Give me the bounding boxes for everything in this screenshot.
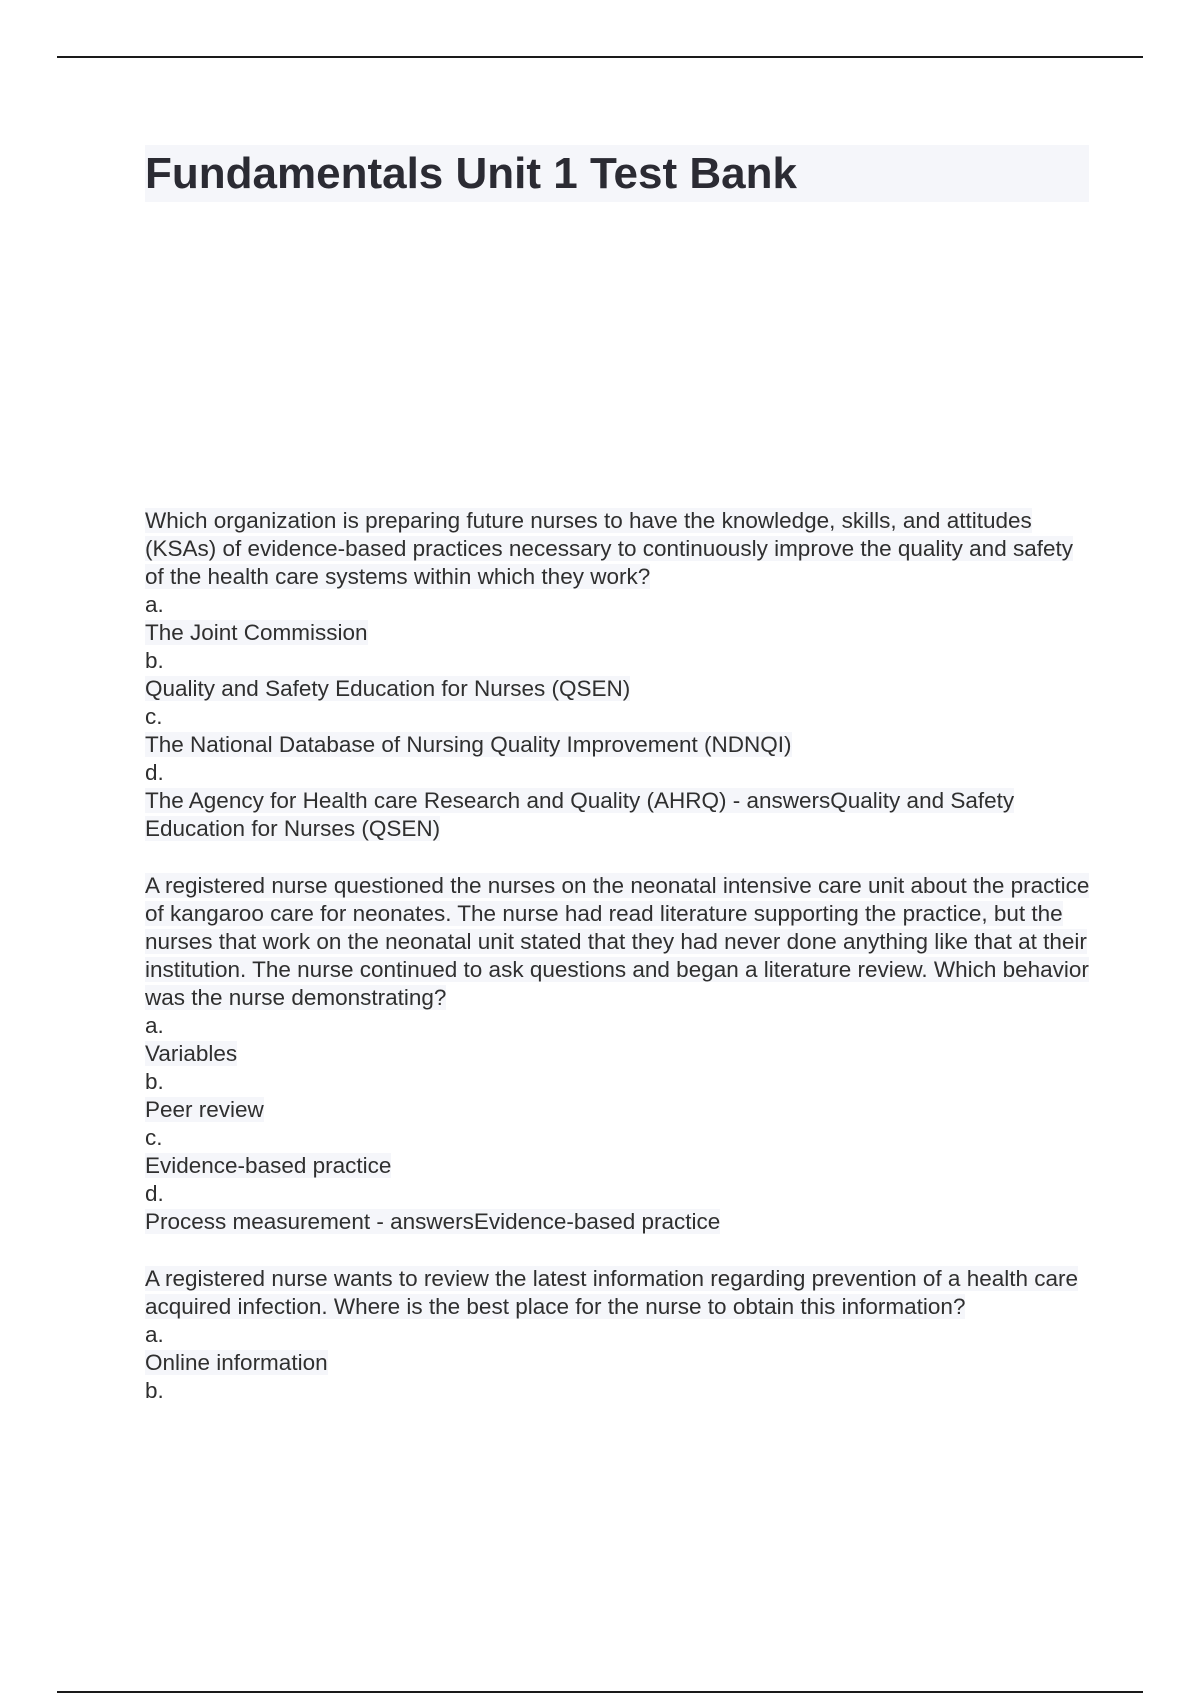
option-text	[145, 1040, 1090, 1068]
option-text	[145, 731, 1090, 759]
option-text-c: The National Database of Nursing Quality Improvement (NDNQI)	[145, 732, 792, 757]
option-text-a: Online information	[145, 1350, 328, 1375]
option-text	[145, 1349, 1090, 1377]
title-block	[145, 145, 1089, 202]
question-list	[145, 507, 1090, 1434]
option-letter	[145, 759, 1090, 787]
option-letter	[145, 647, 1090, 675]
question-text-content: A registered nurse questioned the nurses on the neonatal intensive care unit about the practice of kangaroo care for neonates. The nurse had read literature supporting the practice, but the nurses that work on the neonatal unit stated that they had never done anything like that at their institution. The nurse continued to ask questions and began a literature review. Which behavior was the nurse demonstrating?	[145, 873, 1090, 1010]
option-text	[145, 1152, 1090, 1180]
option-letter-a: a.	[145, 1322, 164, 1347]
option-text-d: The Agency for Health care Research and Quality (AHRQ) - answersQuality and Safety Education for Nurses (QSEN)	[145, 788, 1015, 841]
option-text	[145, 1096, 1090, 1124]
option-letter	[145, 703, 1090, 731]
question-item-3	[145, 1265, 1090, 1405]
option-letter-a: a.	[145, 592, 164, 617]
question-text-content: Which organization is preparing future nurses to have the knowledge, skills, and attitudes (KSAs) of evidence-based practices necessary to continuously improve the quality and safety of the health care systems within which they work?	[145, 508, 1073, 589]
question-text-content: A registered nurse wants to review the latest information regarding prevention of a health care acquired infection. Where is the best place for the nurse to obtain this information?	[145, 1266, 1079, 1319]
option-text-b: Peer review	[145, 1097, 264, 1122]
top-rule	[57, 56, 1143, 58]
option-letter	[145, 1377, 1090, 1405]
option-letter	[145, 1068, 1090, 1096]
option-text	[145, 1208, 1090, 1236]
question-item-2	[145, 872, 1090, 1236]
option-letter-a: a.	[145, 1013, 164, 1038]
option-letter-b: b.	[145, 1069, 164, 1094]
option-letter-d: d.	[145, 1181, 164, 1206]
question-item-1	[145, 507, 1090, 843]
option-letter-b: b.	[145, 648, 164, 673]
option-letter-c: c.	[145, 1125, 163, 1150]
option-text-a: Variables	[145, 1041, 238, 1066]
option-letter	[145, 591, 1090, 619]
option-text-b: Quality and Safety Education for Nurses (QSEN)	[145, 676, 631, 701]
option-letter	[145, 1012, 1090, 1040]
option-text-d: Process measurement - answersEvidence-based practice	[145, 1209, 721, 1234]
option-text-a: The Joint Commission	[145, 620, 368, 645]
option-text	[145, 619, 1090, 647]
option-letter-b: b.	[145, 1378, 164, 1403]
option-letter-d: d.	[145, 760, 164, 785]
question-text	[145, 507, 1090, 591]
bottom-rule	[57, 1691, 1143, 1693]
option-letter-c: c.	[145, 704, 163, 729]
option-letter	[145, 1124, 1090, 1152]
option-text	[145, 787, 1090, 843]
option-text-c: Evidence-based practice	[145, 1153, 392, 1178]
option-letter	[145, 1180, 1090, 1208]
option-text	[145, 675, 1090, 703]
option-letter	[145, 1321, 1090, 1349]
document-title: Fundamentals Unit 1 Test Bank	[145, 149, 797, 198]
question-text	[145, 1265, 1090, 1321]
question-text	[145, 872, 1090, 1012]
